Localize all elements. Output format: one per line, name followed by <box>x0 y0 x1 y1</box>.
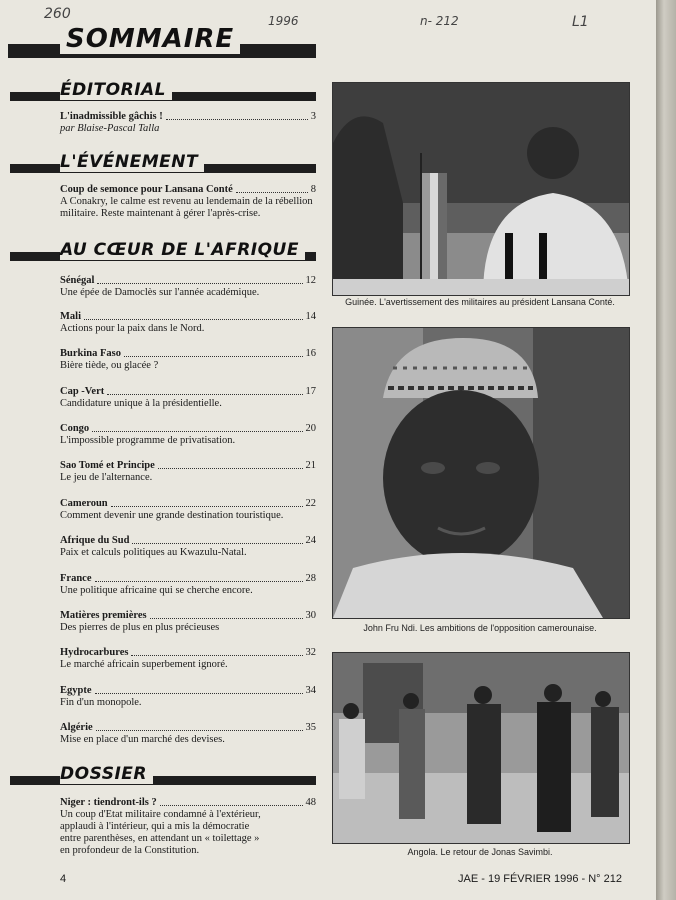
entry-description: A Conakry, le calme est revenu au lendemain de la rébellion militaire. Reste maintenant à gérer l'après-crise. <box>60 196 313 219</box>
entry-page: 12 <box>305 275 316 286</box>
entry-title: Congo <box>60 423 90 434</box>
entry-title: Cameroun <box>60 498 108 509</box>
section-title: AU CŒUR DE L'AFRIQUE <box>60 240 305 260</box>
section-evenement <box>40 152 316 172</box>
issue-footer: JAE - 19 FÉVRIER 1996 - N° 212 <box>458 873 622 885</box>
toc-entry[interactable] <box>60 423 316 447</box>
entry-page: 22 <box>305 498 316 509</box>
entry-description: Paix et calculs politiques au Kwazulu-Natal. <box>60 547 247 558</box>
entry-description: Un coup d'Etat militaire condamné à l'extérieur, applaudi à l'intérieur, qui a mis la démocratie entre parenthèses, en attendant un « toilettage » en profondeur de la Constitution. <box>60 809 261 856</box>
handwritten-year: 1996 <box>268 14 299 28</box>
section-editorial <box>40 80 316 100</box>
entry-title: Sénégal <box>60 275 95 286</box>
entry-description: Actions pour la paix dans le Nord. <box>60 323 205 334</box>
photo-caption: John Fru Ndi. Les ambitions de l'opposition camerounaise. <box>363 623 597 633</box>
toc-entry[interactable] <box>60 573 316 597</box>
section-title: L'ÉVÉNEMENT <box>60 152 204 172</box>
section-afrique <box>40 240 316 260</box>
entry-description: Une épée de Damoclès sur l'année académique. <box>60 287 260 298</box>
entry-page: 34 <box>305 685 316 696</box>
entry-byline: par Blaise-Pascal Talla <box>60 123 160 134</box>
entry-title: Hydrocarbures <box>60 647 129 658</box>
entry-page: 3 <box>310 111 316 122</box>
photo-caption: Angola. Le retour de Jonas Savimbi. <box>407 847 553 857</box>
entry-title: Cap -Vert <box>60 386 105 397</box>
entry-description: Candidature unique à la présidentielle. <box>60 398 222 409</box>
toc-entry[interactable] <box>60 498 316 522</box>
entry-title: Niger : tiendront-ils ? <box>60 797 157 808</box>
entry-title: L'inadmissible gâchis ! <box>60 111 163 122</box>
entry-description: Le jeu de l'alternance. <box>60 472 153 483</box>
entry-description: Fin d'un monopole. <box>60 697 142 708</box>
entry-description: Comment devenir une grande destination touristique. <box>60 510 284 521</box>
section-bar <box>10 776 316 785</box>
handwritten-note-left: 260 <box>44 6 71 22</box>
toc-entry[interactable] <box>60 535 316 559</box>
page-binding-edge <box>656 0 676 900</box>
page-title: SOMMAIRE <box>60 24 240 54</box>
photo-fru-ndi <box>332 327 630 619</box>
entry-page: 17 <box>305 386 316 397</box>
entry-page: 8 <box>310 184 316 195</box>
section-title: DOSSIER <box>60 764 153 784</box>
entry-title: Egypte <box>60 685 92 696</box>
entry-description: Bière tiède, ou glacée ? <box>60 360 159 371</box>
entry-page: 24 <box>305 535 316 546</box>
entry-page: 16 <box>305 348 316 359</box>
section-dossier <box>40 764 316 784</box>
entry-title: France <box>60 573 92 584</box>
section-title: ÉDITORIAL <box>60 80 172 100</box>
entry-title: Algérie <box>60 722 93 733</box>
entry-page: 20 <box>305 423 316 434</box>
entry-title: Sao Tomé et Principe <box>60 460 155 471</box>
toc-entry[interactable] <box>60 348 316 372</box>
toc-entry[interactable] <box>60 111 316 135</box>
entry-title: Mali <box>60 311 81 322</box>
entry-title: Coup de semonce pour Lansana Conté <box>60 184 233 195</box>
entry-title: Burkina Faso <box>60 348 121 359</box>
toc-entry[interactable] <box>60 722 316 746</box>
entry-description: Des pierres de plus en plus précieuses <box>60 622 220 633</box>
toc-entry[interactable] <box>60 685 316 709</box>
entry-description: Une politique africaine qui se cherche encore. <box>60 585 253 596</box>
toc-entry[interactable] <box>60 797 316 857</box>
entry-description: Le marché africain superbement ignoré. <box>60 659 228 670</box>
entry-title: Matières premières <box>60 610 147 621</box>
entry-page: 35 <box>305 722 316 733</box>
entry-page: 30 <box>305 610 316 621</box>
entry-page: 48 <box>305 797 316 808</box>
entry-page: 32 <box>305 647 316 658</box>
entry-title: Afrique du Sud <box>60 535 130 546</box>
toc-entry[interactable] <box>60 386 316 410</box>
entry-page: 14 <box>305 311 316 322</box>
entry-description: Mise en place d'un marché des devises. <box>60 734 225 745</box>
photo-caption: Guinée. L'avertissement des militaires au président Lansana Conté. <box>345 297 615 307</box>
toc-entry[interactable] <box>60 610 316 634</box>
handwritten-issue: n- 212 <box>420 14 459 28</box>
entry-page: 21 <box>305 460 316 471</box>
entry-page: 28 <box>305 573 316 584</box>
handwritten-note-right: L1 <box>572 14 589 30</box>
entry-description: L'impossible programme de privatisation. <box>60 435 236 446</box>
toc-entry[interactable] <box>60 184 316 220</box>
photo-guinee <box>332 82 630 296</box>
toc-entry[interactable] <box>60 311 316 335</box>
photo-angola <box>332 652 630 844</box>
toc-entry[interactable] <box>60 647 316 671</box>
toc-entry[interactable] <box>60 275 316 299</box>
page-number: 4 <box>60 873 67 885</box>
toc-entry[interactable] <box>60 460 316 484</box>
